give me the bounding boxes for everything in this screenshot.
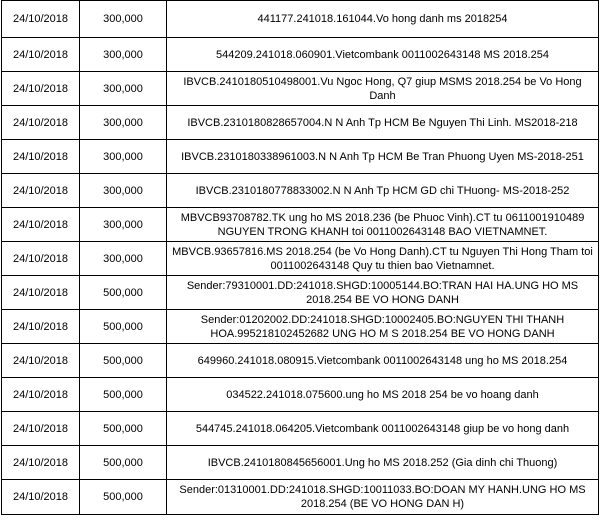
amount-cell: 300,000 [80, 38, 167, 72]
amount-cell: 300,000 [80, 72, 167, 106]
table-row [2, 1, 599, 38]
description-cell: IBVCB.2410180845656001.Ung ho MS 2018.252 (Gia dinh chi Thuong) [167, 446, 599, 480]
date-cell: 24/10/2018 [2, 208, 80, 242]
amount-cell: 500,000 [80, 310, 167, 344]
date-cell: 24/10/2018 [2, 140, 80, 174]
amount-cell: 300,000 [80, 1, 167, 38]
table-row [2, 446, 599, 480]
date-cell: 24/10/2018 [2, 38, 80, 72]
table-row [2, 208, 599, 242]
date-cell: 24/10/2018 [2, 310, 80, 344]
amount-cell: 300,000 [80, 174, 167, 208]
table-row [2, 310, 599, 344]
table-row [2, 276, 599, 310]
description-cell: 649960.241018.080915.Vietcombank 0011002643148 ung ho MS 2018.254 [167, 344, 599, 378]
description-cell: 544745.241018.064205.Vietcombank 0011002643148 giup be vo hong danh [167, 412, 599, 446]
date-cell: 24/10/2018 [2, 446, 80, 480]
description-cell: MBVCB93708782.TK ung ho MS 2018.236 (be Phuoc Vinh).CT tu 0611001910489 NGUYEN TRONG KHANH toi 0011002643148 BAO VIETNAMNET. [167, 208, 599, 242]
amount-cell: 500,000 [80, 412, 167, 446]
amount-cell: 300,000 [80, 140, 167, 174]
date-cell: 24/10/2018 [2, 480, 80, 515]
description-cell: Sender:01310001.DD:241018.SHGD:10011033.BO:DOAN MY HANH.UNG HO MS 2018.254 (BE VO HONG DAN H) [167, 480, 599, 515]
table-row [2, 174, 599, 208]
date-cell: 24/10/2018 [2, 72, 80, 106]
amount-cell: 300,000 [80, 106, 167, 140]
table-row [2, 72, 599, 106]
amount-cell: 500,000 [80, 276, 167, 310]
description-cell: IBVCB.2310180338961003.N N Anh Tp HCM Be Tran Phuong Uyen MS-2018-251 [167, 140, 599, 174]
amount-cell: 300,000 [80, 242, 167, 276]
date-cell: 24/10/2018 [2, 412, 80, 446]
table-row [2, 106, 599, 140]
description-cell: MBVCB.93657816.MS 2018.254 (be Vo Hong Danh).CT tu Nguyen Thi Hong Tham toi 0011002643148 Quy tu thien bao Vietnamnet. [167, 242, 599, 276]
description-cell: IBVCB.2310180828657004.N N Anh Tp HCM Be Nguyen Thi Linh. MS2018-218 [167, 106, 599, 140]
table-row [2, 378, 599, 412]
amount-cell: 500,000 [80, 378, 167, 412]
date-cell: 24/10/2018 [2, 344, 80, 378]
table-row [2, 480, 599, 515]
ledger-body [2, 1, 599, 515]
amount-cell: 500,000 [80, 344, 167, 378]
description-cell: 544209.241018.060901.Vietcombank 0011002643148 MS 2018.254 [167, 38, 599, 72]
description-cell: IBVCB.2310180778833002.N N Anh Tp HCM GD chi THuong- MS-2018-252 [167, 174, 599, 208]
description-cell: Sender:79310001.DD:241018.SHGD:10005144.BO:TRAN HAI HA.UNG HO MS 2018.254 BE VO HONG DANH [167, 276, 599, 310]
donation-ledger-table [1, 0, 599, 515]
description-cell: IBVCB.2410180510498001.Vu Ngoc Hong, Q7 giup MSMS 2018.254 be Vo Hong Danh [167, 72, 599, 106]
date-cell: 24/10/2018 [2, 276, 80, 310]
amount-cell: 500,000 [80, 446, 167, 480]
description-cell: 034522.241018.075600.ung ho MS 2018 254 be vo hoang danh [167, 378, 599, 412]
date-cell: 24/10/2018 [2, 174, 80, 208]
table-row [2, 344, 599, 378]
date-cell: 24/10/2018 [2, 106, 80, 140]
amount-cell: 500,000 [80, 480, 167, 515]
table-row [2, 140, 599, 174]
table-row [2, 38, 599, 72]
table-row [2, 242, 599, 276]
description-cell: 441177.241018.161044.Vo hong danh ms 2018254 [167, 1, 599, 38]
date-cell: 24/10/2018 [2, 378, 80, 412]
description-cell: Sender:01202002.DD:241018.SHGD:10002405.BO:NGUYEN THI THANH HOA.995218102452682 UNG HO M S 2018.254 BE VO HONG DANH [167, 310, 599, 344]
table-row [2, 412, 599, 446]
amount-cell: 300,000 [80, 208, 167, 242]
date-cell: 24/10/2018 [2, 1, 80, 38]
date-cell: 24/10/2018 [2, 242, 80, 276]
